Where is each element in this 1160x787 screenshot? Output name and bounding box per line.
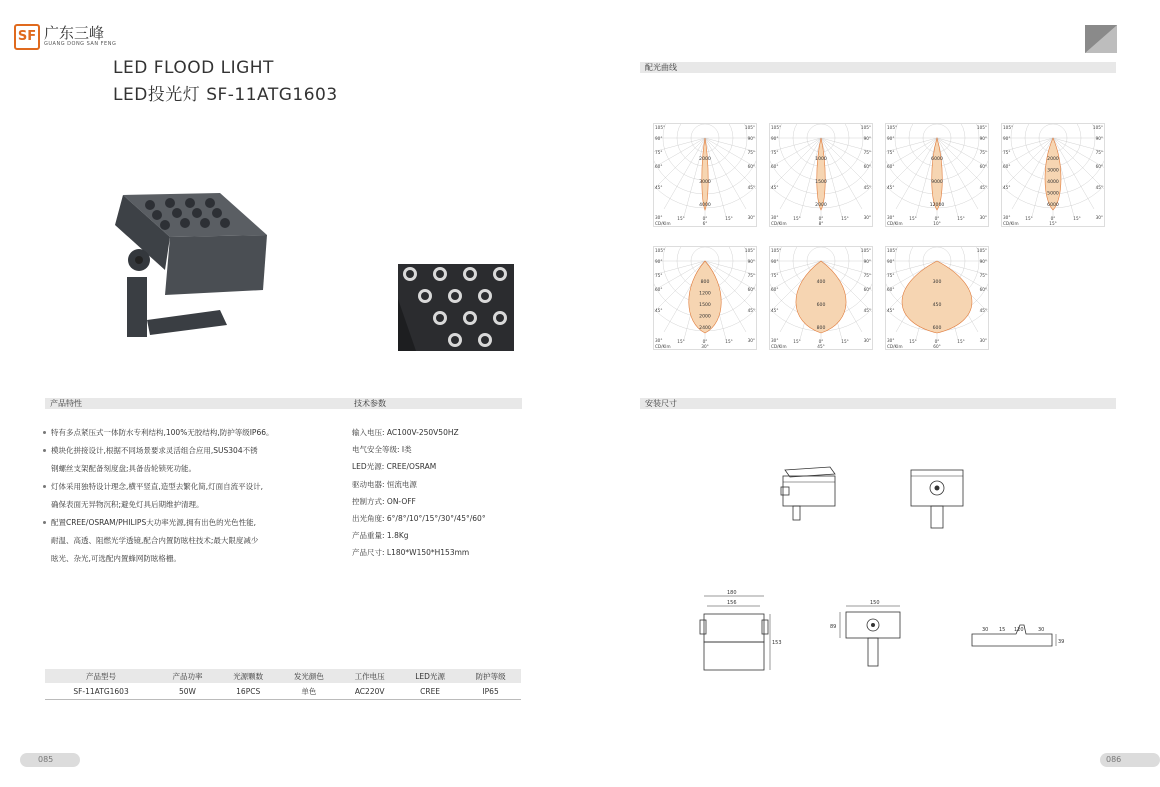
spec-line: LED光源: CREE/OSRAM bbox=[352, 462, 437, 472]
polar-angle-label: 75° bbox=[887, 273, 895, 278]
polar-value-label: 3000 bbox=[1047, 168, 1059, 174]
polar-angle-label: 30° bbox=[863, 215, 871, 220]
polar-angle-label: 75° bbox=[747, 150, 755, 155]
polar-angle-label: 105° bbox=[1092, 125, 1103, 130]
polar-grid-ray bbox=[780, 138, 821, 209]
polar-angle-label: 15° bbox=[793, 216, 801, 221]
polar-angle-label: 45° bbox=[863, 185, 871, 190]
polar-angle-label: 30° bbox=[887, 338, 895, 343]
polar-angle-label: 45° bbox=[863, 308, 871, 313]
polar-angle-label: 30° bbox=[863, 338, 871, 343]
polar-angle-label: 30° bbox=[1003, 215, 1011, 220]
polar-beam-curve bbox=[929, 138, 945, 210]
polar-grid-ray bbox=[886, 138, 937, 159]
polar-beam-curve bbox=[1045, 138, 1061, 210]
install-3d-front-drawing bbox=[775, 462, 840, 522]
polar-angle-label: 75° bbox=[655, 150, 663, 155]
polar-chart-45 bbox=[769, 246, 873, 350]
corner-decoration-icon bbox=[1085, 25, 1117, 53]
polar-angle-label: 60° bbox=[863, 287, 871, 292]
polar-chart-60 bbox=[885, 246, 989, 350]
polar-grid-ray bbox=[937, 138, 978, 209]
table-header: 产品型号 bbox=[45, 669, 157, 683]
polar-angle-label: 15° bbox=[725, 339, 733, 344]
model-table bbox=[45, 669, 521, 699]
spec-line: 电气安全等级: Ⅰ类 bbox=[352, 445, 412, 455]
polar-angle-label: 60° bbox=[747, 287, 755, 292]
polar-angle-label: 90° bbox=[863, 259, 871, 264]
polar-angle-label: 105° bbox=[1003, 125, 1014, 130]
polar-unit-label: CD/Klm bbox=[771, 344, 787, 349]
polar-angle-label: 60° bbox=[887, 164, 895, 169]
polar-value-label: 4000 bbox=[1047, 180, 1059, 185]
install-3d-side-drawing bbox=[905, 462, 970, 530]
polar-angle-label: 60° bbox=[979, 164, 987, 169]
polar-angle-label: 75° bbox=[863, 273, 871, 278]
polar-value-label: 800 bbox=[700, 280, 710, 285]
spec-line: 输入电压: AC100V-250V50HZ bbox=[352, 428, 459, 437]
dim-label: 15 bbox=[999, 627, 1006, 633]
feature-line: 配置CREE/OSRAM/PHILIPS大功率光源,拥有出色的光色性能, bbox=[46, 514, 336, 532]
polar-angle-label: 105° bbox=[655, 125, 666, 130]
polar-grid-ray bbox=[705, 138, 746, 209]
polar-value-label: 1500 bbox=[699, 303, 711, 308]
polar-angle-label: 15° bbox=[957, 216, 965, 221]
polar-value-label: 450 bbox=[932, 303, 942, 308]
table-header: LED光源 bbox=[400, 669, 460, 683]
table-cell: AC220V bbox=[354, 686, 385, 696]
polar-value-label: 6000 bbox=[1047, 203, 1059, 208]
polar-angle-label: 0° bbox=[702, 216, 708, 221]
polar-angle-label: 45° bbox=[747, 185, 755, 190]
polar-angle-label: 30° bbox=[655, 338, 663, 343]
spec-line: 产品尺寸: L180*W150*H153mm bbox=[352, 548, 470, 558]
polar-angle-label: 15° bbox=[909, 339, 917, 344]
polar-angle-label: 30° bbox=[747, 215, 755, 220]
polar-angle-label: 60° bbox=[1003, 164, 1011, 169]
dimension-side-drawing bbox=[828, 598, 908, 670]
polar-angle-label: 45° bbox=[655, 185, 663, 190]
polar-chart-6 bbox=[653, 123, 757, 227]
polar-value-label: 12000 bbox=[929, 203, 945, 208]
polar-grid-ray bbox=[705, 138, 756, 159]
polar-angle-label: 60° bbox=[655, 287, 663, 292]
polar-grid-ray bbox=[896, 138, 937, 209]
polar-beam-curve bbox=[689, 261, 721, 333]
logo-mark-icon: SF bbox=[14, 24, 40, 50]
polar-angle-label: 0° bbox=[934, 216, 940, 221]
polar-angle-label: 0° bbox=[702, 339, 708, 344]
polar-angle-label: 0° bbox=[818, 339, 824, 344]
polar-angle-label: 45° bbox=[655, 308, 663, 313]
table-cell: IP65 bbox=[482, 686, 499, 696]
polar-value-label: 2000 bbox=[815, 203, 827, 208]
polar-value-label: 5000 bbox=[1047, 191, 1059, 197]
polar-value-label: 300 bbox=[932, 280, 942, 285]
polar-angle-label: 75° bbox=[655, 273, 663, 278]
spec-line: 产品重量: 1.8Kg bbox=[352, 531, 409, 541]
polar-angle-label: 105° bbox=[976, 125, 987, 130]
polar-angle-label: 0° bbox=[818, 216, 824, 221]
table-divider bbox=[45, 699, 521, 700]
dim-label: 150 bbox=[870, 600, 880, 606]
feature-line: 确保表面无异物沉积;避免灯具后期维护清理。 bbox=[51, 500, 204, 509]
polar-angle-label: 30° bbox=[887, 215, 895, 220]
table-header-row bbox=[45, 669, 521, 683]
table-header: 防护等级 bbox=[460, 669, 521, 683]
table-row bbox=[45, 683, 521, 699]
section-light-curve: 配光曲线 bbox=[640, 62, 1116, 73]
polar-grid-ray bbox=[1053, 138, 1104, 159]
polar-angle-label: 105° bbox=[744, 125, 755, 130]
table-header: 工作电压 bbox=[339, 669, 400, 683]
table-header: 发光颜色 bbox=[279, 669, 340, 683]
table-cell: 50W bbox=[178, 686, 196, 696]
polar-angle-label: 60° bbox=[771, 287, 779, 292]
polar-grid-ray bbox=[821, 138, 872, 179]
polar-angle-label: 45° bbox=[771, 185, 779, 190]
polar-value-label: 1200 bbox=[699, 291, 711, 297]
polar-angle-label: 75° bbox=[1095, 150, 1103, 155]
polar-beam-angle-label: 10° bbox=[933, 221, 941, 226]
spec-line: 驱动电器: 恒流电源 bbox=[352, 479, 417, 489]
polar-unit-label: CD/Klm bbox=[655, 344, 671, 349]
led-detail-photo bbox=[398, 264, 514, 351]
polar-angle-label: 90° bbox=[771, 259, 779, 264]
section-specs: 技术参数 bbox=[345, 398, 522, 409]
polar-angle-label: 105° bbox=[655, 248, 666, 253]
polar-angle-label: 75° bbox=[771, 273, 779, 278]
table-cell: 单色 bbox=[301, 686, 317, 696]
polar-value-label: 2400 bbox=[699, 326, 711, 331]
polar-angle-label: 90° bbox=[655, 136, 663, 141]
polar-value-label: 600 bbox=[816, 303, 826, 308]
polar-angle-label: 90° bbox=[863, 136, 871, 141]
polar-grid-ray bbox=[1002, 138, 1053, 159]
polar-angle-label: 0° bbox=[1050, 216, 1056, 221]
polar-angle-label: 105° bbox=[771, 248, 782, 253]
specs-list bbox=[352, 424, 522, 562]
polar-angle-label: 105° bbox=[860, 125, 871, 130]
polar-angle-label: 15° bbox=[841, 216, 849, 221]
polar-value-label: 3000 bbox=[699, 180, 711, 185]
polar-angle-label: 30° bbox=[655, 215, 663, 220]
polar-angle-label: 90° bbox=[1003, 136, 1011, 141]
polar-unit-label: CD/Klm bbox=[887, 344, 903, 349]
polar-chart-30 bbox=[653, 246, 757, 350]
dim-label: 39 bbox=[1058, 639, 1065, 645]
table-header: 产品功率 bbox=[157, 669, 218, 683]
polar-angle-label: 75° bbox=[863, 150, 871, 155]
polar-angle-label: 105° bbox=[887, 125, 898, 130]
feature-line: 灯体采用独特设计理念,横平竖直,造型去繁化简,灯面自流平设计, bbox=[46, 478, 336, 496]
spec-line: 控制方式: ON-OFF bbox=[352, 496, 416, 506]
dimension-front-drawing bbox=[692, 588, 792, 674]
polar-value-label: 600 bbox=[932, 326, 942, 331]
table-cell: CREE bbox=[420, 686, 441, 696]
polar-angle-label: 60° bbox=[887, 287, 895, 292]
polar-angle-label: 60° bbox=[747, 164, 755, 169]
polar-angle-label: 60° bbox=[863, 164, 871, 169]
feature-line: 钢螺丝支架配备刻度盘;具备齿轮锁死功能。 bbox=[51, 464, 197, 473]
polar-angle-label: 105° bbox=[860, 248, 871, 253]
polar-angle-label: 60° bbox=[655, 164, 663, 169]
polar-angle-label: 75° bbox=[979, 150, 987, 155]
polar-angle-label: 105° bbox=[771, 125, 782, 130]
polar-angle-label: 90° bbox=[979, 259, 987, 264]
polar-unit-label: CD/Klm bbox=[1003, 221, 1019, 226]
feature-line: 眩光、杂光,可选配内置蜂网防眩格栅。 bbox=[51, 554, 181, 563]
features-list bbox=[46, 424, 336, 568]
polar-angle-label: 45° bbox=[747, 308, 755, 313]
polar-grid-ray bbox=[821, 138, 872, 159]
polar-value-label: 6000 bbox=[931, 157, 943, 162]
page-number-right: 086 bbox=[1100, 753, 1160, 767]
table-header: 光源颗数 bbox=[218, 669, 279, 683]
product-title-en: LED FLOOD LIGHT bbox=[113, 58, 274, 78]
polar-value-label: 4000 bbox=[699, 203, 711, 208]
polar-chart-15 bbox=[1001, 123, 1105, 227]
product-title-model: LED投光灯 SF-11ATG1603 bbox=[113, 85, 338, 105]
polar-beam-curve bbox=[702, 138, 708, 210]
polar-angle-label: 15° bbox=[725, 216, 733, 221]
polar-angle-label: 45° bbox=[979, 185, 987, 190]
polar-angle-label: 30° bbox=[771, 338, 779, 343]
dimension-bracket-drawing bbox=[968, 620, 1074, 650]
polar-angle-label: 30° bbox=[979, 215, 987, 220]
polar-angle-label: 90° bbox=[771, 136, 779, 141]
polar-angle-label: 105° bbox=[744, 248, 755, 253]
polar-angle-label: 90° bbox=[655, 259, 663, 264]
dim-label: 120 bbox=[1014, 627, 1024, 633]
polar-grid-ray bbox=[770, 138, 821, 159]
polar-angle-label: 75° bbox=[771, 150, 779, 155]
polar-grid-ray bbox=[937, 138, 988, 179]
brand-name-en: GUANG DONG SAN FENG bbox=[44, 41, 117, 47]
polar-angle-label: 45° bbox=[887, 308, 895, 313]
polar-angle-label: 60° bbox=[771, 164, 779, 169]
polar-beam-angle-label: 15° bbox=[1049, 221, 1057, 226]
polar-value-label: 2000 bbox=[1047, 157, 1059, 162]
polar-angle-label: 30° bbox=[979, 338, 987, 343]
table-cell: SF-11ATG1603 bbox=[73, 686, 129, 696]
feature-line: 模块化拼接设计,根据不同场景要求灵活组合应用,SUS304不锈 bbox=[46, 442, 336, 460]
polar-grid-ray bbox=[821, 138, 862, 209]
polar-beam-curve bbox=[796, 261, 846, 333]
polar-angle-label: 105° bbox=[887, 248, 898, 253]
polar-angle-label: 60° bbox=[979, 287, 987, 292]
polar-angle-label: 90° bbox=[887, 259, 895, 264]
polar-angle-label: 15° bbox=[793, 339, 801, 344]
product-photo bbox=[95, 185, 270, 340]
polar-unit-label: CD/Klm bbox=[887, 221, 903, 226]
polar-value-label: 2000 bbox=[699, 157, 711, 162]
polar-grid-ray bbox=[770, 138, 821, 179]
polar-chart-8 bbox=[769, 123, 873, 227]
polar-angle-label: 15° bbox=[957, 339, 965, 344]
polar-angle-label: 75° bbox=[747, 273, 755, 278]
polar-value-label: 2000 bbox=[699, 314, 711, 320]
brand-name-cn: 广东三峰 bbox=[44, 24, 105, 42]
polar-value-label: 400 bbox=[816, 280, 826, 285]
dim-label: 30 bbox=[1038, 627, 1045, 633]
dim-label: 89 bbox=[830, 624, 837, 630]
polar-angle-label: 45° bbox=[771, 308, 779, 313]
section-features: 产品特性 bbox=[45, 398, 345, 409]
polar-angle-label: 0° bbox=[934, 339, 940, 344]
page-number-left: 085 bbox=[20, 753, 80, 767]
polar-angle-label: 75° bbox=[887, 150, 895, 155]
polar-grid-ray bbox=[654, 138, 705, 179]
polar-grid-ray bbox=[937, 138, 988, 159]
table-cell: 16PCS bbox=[236, 686, 261, 696]
polar-angle-label: 30° bbox=[1095, 215, 1103, 220]
polar-angle-label: 30° bbox=[747, 338, 755, 343]
polar-angle-label: 90° bbox=[747, 136, 755, 141]
feature-line: 特有多点紧压式一体防水专利结构,100%无胶结构,防护等级IP66。 bbox=[46, 424, 336, 442]
polar-value-label: 1500 bbox=[815, 180, 827, 185]
polar-beam-curve bbox=[902, 261, 972, 333]
polar-grid-ray bbox=[664, 138, 705, 209]
dim-label: 30 bbox=[982, 627, 989, 633]
dim-label: 180 bbox=[727, 590, 737, 596]
polar-angle-label: 15° bbox=[677, 339, 685, 344]
polar-angle-label: 45° bbox=[1095, 185, 1103, 190]
dim-label: 156 bbox=[727, 600, 737, 606]
polar-angle-label: 45° bbox=[979, 308, 987, 313]
polar-beam-angle-label: 6° bbox=[702, 221, 708, 226]
polar-beam-angle-label: 60° bbox=[933, 344, 941, 349]
polar-grid-ray bbox=[654, 138, 705, 159]
polar-beam-angle-label: 30° bbox=[701, 344, 709, 349]
polar-beam-angle-label: 45° bbox=[817, 344, 825, 349]
polar-grid-ray bbox=[705, 138, 756, 179]
spec-line: 出光角度: 6°/8°/10°/15°/30°/45°/60° bbox=[352, 514, 486, 524]
polar-unit-label: CD/Klm bbox=[771, 221, 787, 226]
polar-angle-label: 90° bbox=[1095, 136, 1103, 141]
polar-angle-label: 105° bbox=[976, 248, 987, 253]
polar-value-label: 9000 bbox=[931, 180, 943, 185]
polar-angle-label: 90° bbox=[747, 259, 755, 264]
brand-logo bbox=[14, 24, 144, 50]
polar-angle-label: 90° bbox=[979, 136, 987, 141]
polar-beam-angle-label: 8° bbox=[818, 221, 824, 226]
polar-angle-label: 45° bbox=[1003, 185, 1011, 190]
polar-unit-label: CD/Klm bbox=[655, 221, 671, 226]
polar-chart-10 bbox=[885, 123, 989, 227]
polar-angle-label: 75° bbox=[1003, 150, 1011, 155]
section-install: 安装尺寸 bbox=[640, 398, 1116, 409]
polar-angle-label: 15° bbox=[1025, 216, 1033, 221]
polar-angle-label: 15° bbox=[841, 339, 849, 344]
dim-label: 153 bbox=[772, 640, 782, 646]
polar-angle-label: 30° bbox=[771, 215, 779, 220]
polar-angle-label: 15° bbox=[677, 216, 685, 221]
polar-value-label: 800 bbox=[816, 326, 826, 331]
polar-value-label: 1000 bbox=[815, 157, 827, 162]
polar-angle-label: 90° bbox=[887, 136, 895, 141]
polar-angle-label: 15° bbox=[909, 216, 917, 221]
polar-angle-label: 45° bbox=[887, 185, 895, 190]
polar-grid-ray bbox=[886, 138, 937, 179]
polar-angle-label: 60° bbox=[1095, 164, 1103, 169]
feature-line: 耐温、高透、阻燃光学透镜,配合内置防眩柱技术;最大限度减少 bbox=[51, 536, 259, 545]
polar-angle-label: 75° bbox=[979, 273, 987, 278]
polar-angle-label: 15° bbox=[1073, 216, 1081, 221]
